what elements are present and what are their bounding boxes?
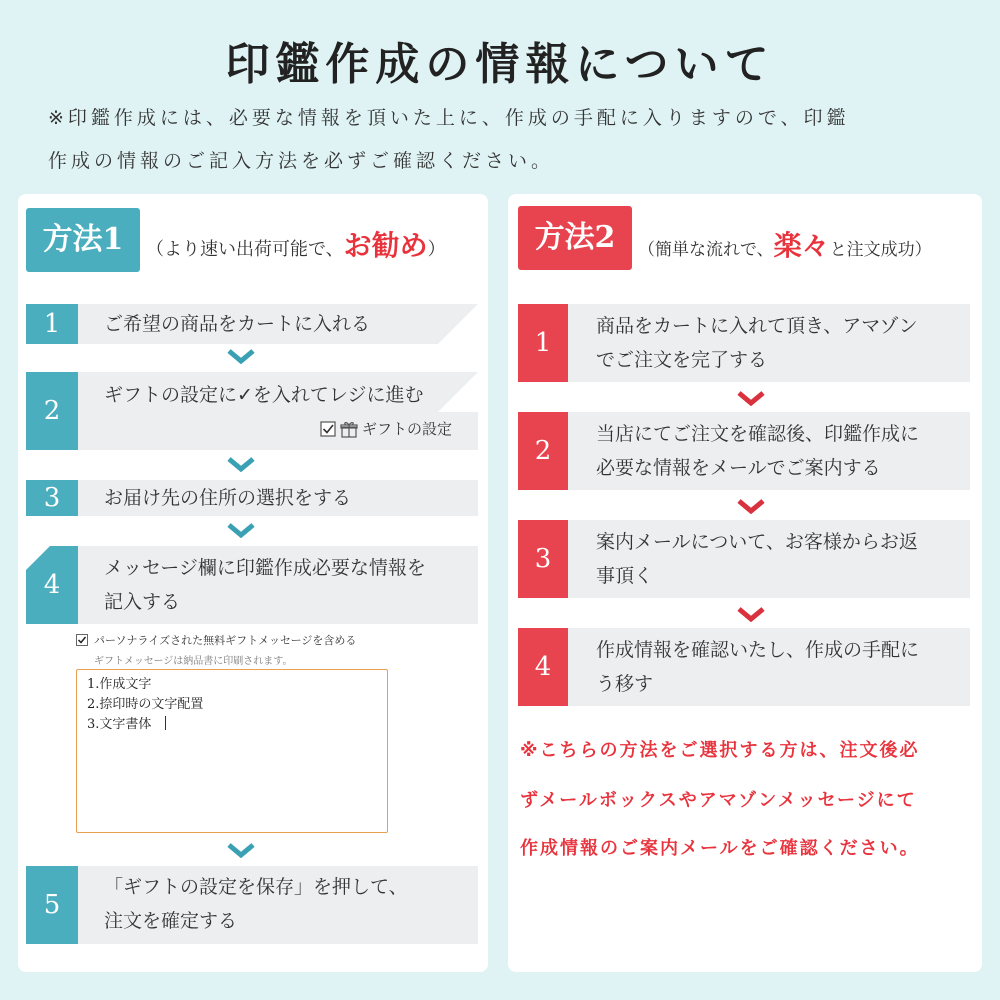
- intro-line-1: ※印鑑作成には、必要な情報を頂いた上に、作成の手配に入りますので、印鑑: [48, 107, 850, 129]
- step-text-line-2: でご注文を完了する: [596, 349, 768, 371]
- text-cursor: [165, 716, 166, 730]
- step-number: 1: [26, 304, 78, 344]
- method2-step-2: [518, 412, 970, 490]
- checkbox-icon: [320, 421, 336, 437]
- step-text-line-2: 必要な情報をメールでご案内する: [596, 457, 881, 479]
- gift-message-checkbox-row[interactable]: [76, 632, 356, 648]
- method2-tag: 方法2: [518, 206, 632, 270]
- gift-setting-hint: [320, 418, 452, 439]
- checkbox-icon[interactable]: [76, 634, 88, 646]
- chevron-down-icon: [736, 390, 766, 406]
- method2-note-line-2: ずメールボックスやアマゾンメッセージにて: [520, 790, 917, 811]
- step-number: 3: [518, 520, 568, 598]
- step-text: ギフトの設定に✓を入れてレジに進む: [104, 384, 424, 406]
- method1-step-4: [26, 546, 478, 624]
- method1-tag: 方法1: [26, 208, 140, 272]
- step-text-line-2: う移す: [596, 673, 654, 695]
- method1-subtitle: （より速い出荷可能で、お勧め）: [146, 229, 446, 262]
- message-line-1: 1.作成文字: [87, 677, 152, 692]
- chevron-down-icon: [226, 522, 256, 538]
- method2-emphasis: 楽々: [773, 229, 830, 262]
- method1-step-3: [26, 480, 478, 516]
- chevron-down-icon: [226, 456, 256, 472]
- method1-emphasis: お勧め: [343, 229, 428, 262]
- corner-fold-decoration: [438, 304, 478, 344]
- method2-subtitle: （簡単な流れで、楽々と注文成功）: [638, 229, 932, 262]
- gift-icon: [340, 420, 358, 438]
- step-text: お届け先の住所の選択をする: [104, 487, 352, 509]
- step-text-line-2: 注文を確定する: [104, 910, 238, 932]
- step-number: 2: [26, 372, 78, 450]
- step-text-line-2: 事頂く: [596, 565, 654, 587]
- method1-step-5: [26, 866, 478, 944]
- method2-note-line-1: ※こちらの方法をご選択する方は、注文後必: [520, 740, 920, 761]
- corner-fold-decoration: [438, 372, 478, 412]
- step-number: 4: [518, 628, 568, 706]
- method2-step-1: [518, 304, 970, 382]
- page-title: 印鑑作成の情報について: [225, 39, 775, 90]
- step-text-line-2: 記入する: [104, 591, 181, 613]
- step-text-line-1: 案内メールについて、お客様からお返: [596, 531, 918, 553]
- gift-message-checkbox-label: パーソナライズされた無料ギフトメッセージを含める: [94, 634, 357, 647]
- method1-step-1: [26, 304, 478, 344]
- intro-line-2: 作成の情報のご記入方法を必ずご確認ください。: [48, 150, 555, 172]
- method2-note-line-3: 作成情報のご案内メールをご確認ください。: [520, 838, 920, 859]
- step-number: 3: [26, 480, 78, 516]
- step-number: 2: [518, 412, 568, 490]
- gift-setting-label: ギフトの設定: [361, 420, 452, 438]
- step-number: 1: [518, 304, 568, 382]
- method2-step-3: [518, 520, 970, 598]
- method2-step-4: [518, 628, 970, 706]
- method1-step-2: [26, 372, 478, 450]
- step-number: 4: [26, 546, 78, 624]
- message-line-2: 2.捺印時の文字配置: [87, 697, 204, 712]
- gift-message-textarea[interactable]: [76, 669, 388, 833]
- chevron-down-icon: [736, 606, 766, 622]
- message-line-3: 3.文字書体: [87, 715, 377, 735]
- step-text: ご希望の商品をカートに入れる: [104, 313, 371, 335]
- chevron-down-icon: [226, 842, 256, 858]
- step-text-line-1: 「ギフトの設定を保存」を押して、: [104, 876, 408, 898]
- step-text-line-1: メッセージ欄に印鑑作成必要な情報を: [104, 557, 426, 579]
- corner-fold-decoration: [26, 546, 50, 570]
- step-number: 5: [26, 866, 78, 944]
- step-text-line-1: 商品をカートに入れて頂き、アマゾン: [596, 315, 918, 337]
- chevron-down-icon: [736, 498, 766, 514]
- step-text-line-1: 作成情報を確認いたし、作成の手配に: [596, 639, 920, 661]
- chevron-down-icon: [226, 348, 256, 364]
- step-text-line-1: 当店にてご注文を確認後、印鑑作成に: [596, 423, 920, 445]
- gift-message-hint: ギフトメッセージは納品書に印刷されます。: [94, 656, 293, 667]
